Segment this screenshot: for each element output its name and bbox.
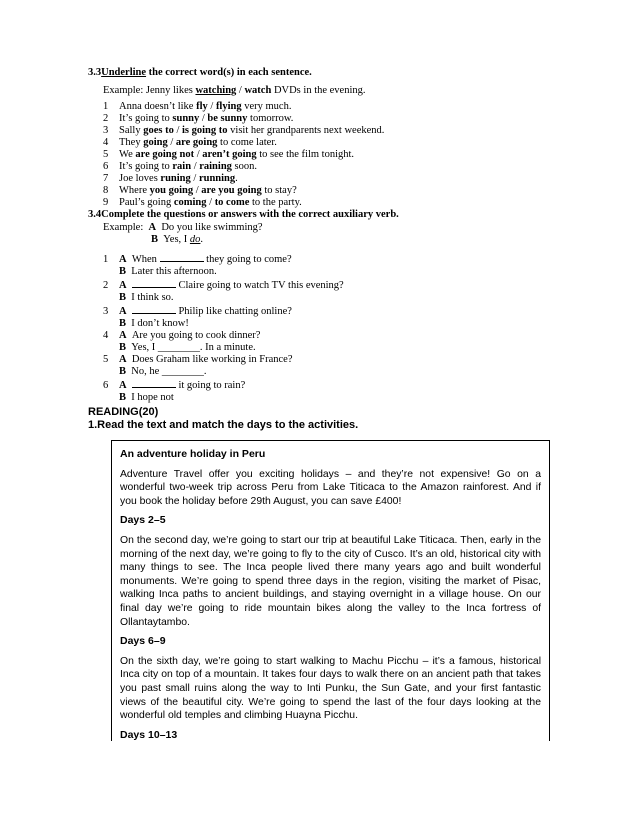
line-b-text: I don’t know! <box>131 318 189 329</box>
item-number: 2 <box>103 280 109 291</box>
title-underlined-word: Underline <box>101 67 147 78</box>
example-separator: / <box>236 85 245 96</box>
option-a[interactable]: rain <box>172 161 192 172</box>
dialogue-line-b <box>103 318 344 330</box>
example-label: Example: <box>103 222 144 233</box>
item-text: Joe loves <box>119 173 161 184</box>
option-b[interactable]: running <box>198 173 236 184</box>
section-3-3-list <box>103 101 384 209</box>
sentence-item <box>103 137 384 149</box>
option-a[interactable]: coming <box>173 197 207 208</box>
option-separator: / <box>167 137 176 148</box>
item-number: 5 <box>103 354 109 365</box>
dialogue-line-a <box>103 378 344 392</box>
item-text: Anna doesn’t like <box>119 101 197 112</box>
speaker-b: B <box>119 266 127 277</box>
item-text: Sally <box>119 125 144 136</box>
answer-blank[interactable] <box>132 304 176 314</box>
item-number: 3 <box>103 125 109 136</box>
days-10-13-heading: Days 10–13 <box>120 728 178 741</box>
line-b-text: Yes, I ________. In a minute. <box>131 342 256 353</box>
item-text: We <box>119 149 136 160</box>
dialogue-line-a <box>103 354 344 366</box>
line-b-text: Later this afternoon. <box>131 266 217 277</box>
dialogue-line-b <box>103 266 344 278</box>
option-separator: / <box>207 101 216 112</box>
option-b[interactable]: are going <box>175 137 218 148</box>
line-b-text: No, he ________. <box>131 366 207 377</box>
option-b[interactable]: aren’t going <box>202 149 257 160</box>
item-number: 2 <box>103 113 109 124</box>
line-a-text-end: they going to come? <box>203 254 292 265</box>
dialogue-line-b <box>103 392 344 404</box>
reading-instruction: 1.Read the text and match the days to the activities. <box>88 419 359 431</box>
section-3-4-title: 3.4Complete the questions or answers with the correct auxiliary verb. <box>88 209 399 220</box>
item-number: 4 <box>103 137 109 148</box>
option-b[interactable]: to come <box>214 197 250 208</box>
line-b-text: I think so. <box>131 292 174 303</box>
option-a[interactable]: you going <box>149 185 194 196</box>
item-number: 1 <box>103 101 109 112</box>
option-b[interactable]: flying <box>215 101 242 112</box>
option-separator: / <box>190 173 199 184</box>
item-number: 1 <box>103 254 109 265</box>
item-number: 9 <box>103 197 109 208</box>
example-b-text: Yes, I <box>163 234 190 245</box>
item-number: 6 <box>103 161 109 172</box>
speaker-b: B <box>119 318 127 329</box>
speaker-a: A <box>148 222 157 233</box>
dialogue-line-b <box>103 342 344 354</box>
item-text-end: . <box>235 173 238 184</box>
example-option-underlined: watching <box>195 85 237 96</box>
sentence-item <box>103 185 384 197</box>
box-title: An adventure holiday in Peru <box>120 448 266 460</box>
item-text-end: visit her grandparents next weekend. <box>227 125 385 136</box>
item-number: 8 <box>103 185 109 196</box>
dialogue-line-a <box>103 330 344 342</box>
section-3-4-example-a <box>103 222 263 233</box>
option-b[interactable]: be sunny <box>207 113 248 124</box>
item-text-end: to stay? <box>261 185 297 196</box>
title-rest: the correct word(s) in each sentence. <box>146 67 312 78</box>
example-a-text: Do you like swimming? <box>161 222 263 233</box>
item-text-end: soon. <box>231 161 258 172</box>
section-3-3-example <box>103 85 366 96</box>
option-separator: / <box>206 197 215 208</box>
option-a[interactable]: are going not <box>135 149 195 160</box>
sentence-item <box>103 173 384 185</box>
speaker-b: B <box>151 234 159 245</box>
option-b[interactable]: raining <box>199 161 232 172</box>
item-text-end: tomorrow. <box>247 113 294 124</box>
example-b-end: . <box>200 234 204 245</box>
days-6-9-paragraph: On the sixth day, we’re going to start walking to Machu Picchu – it’s a famous, historical Inca city on top of a mountain. It takes four days to walk there on an ancient path that takes you past small ruins along the way to Inti Punku, the Sun Gate, and your first fantastic views of the beautiful city. We’re going to spend the last of the four days looking at the wonderful old temples and climbing Huayna Picchu. <box>120 655 541 722</box>
section-3-4-list <box>103 252 344 404</box>
dialogue-line-a <box>103 278 344 292</box>
line-a-text-end: Philip like chatting online? <box>175 306 292 317</box>
item-number: 7 <box>103 173 109 184</box>
item-text: Where <box>119 185 150 196</box>
line-a-text-end: it going to rain? <box>175 380 246 391</box>
sentence-item <box>103 113 384 125</box>
line-a-text: Are you going to cook dinner? <box>131 330 261 341</box>
section-number: 3.3 <box>88 67 102 78</box>
item-text-end: to the party. <box>249 197 302 208</box>
speaker-a: A <box>119 380 127 391</box>
example-option: watch <box>244 85 272 96</box>
line-a-text: Does Graham like working in France? <box>131 354 293 365</box>
answer-blank[interactable] <box>132 278 176 288</box>
option-a[interactable]: fly <box>196 101 208 112</box>
days-2-5-paragraph: On the second day, we’re going to start our trip at beautiful Lake Titicaca. Then, early in the morning of the next day, we’re going to fly to the city of Cusco. It’s an old, historical city with many things to see. The Inca people lived there many years ago and built wonderful monuments. We’re going to spend three days in the region, visiting the market of Pisac, walking Inca paths to ancient buildings, and staying overnight in a village house. On our final day we’re going to ride mountain bikes along the valley to the Inca fortress of Ollantaytambo. <box>120 534 541 628</box>
speaker-b: B <box>119 342 127 353</box>
dialogue-line-a <box>103 304 344 318</box>
section-3-3-title <box>88 67 312 78</box>
example-text: Example: Jenny likes <box>103 85 196 96</box>
sentence-item <box>103 161 384 173</box>
days-6-9-heading: Days 6–9 <box>120 635 166 648</box>
reading-text-box <box>111 440 550 741</box>
intro-paragraph: Adventure Travel offer you exciting holidays – and they’re not expensive! Go on a wonderful two-week trip across Peru from Lake Titicaca to the Amazon rainforest. And if you book the holiday before 29th August, you can save £400! <box>120 468 541 507</box>
reading-heading: READING(20) <box>88 406 159 418</box>
item-text-end: very much. <box>241 101 292 112</box>
sentence-item <box>103 101 384 113</box>
example-b-answer: do <box>189 234 201 245</box>
option-separator: / <box>173 125 183 136</box>
speaker-a: A <box>119 306 127 317</box>
sentence-item <box>103 125 384 137</box>
speaker-a: A <box>119 280 127 291</box>
dialogue-line-b <box>103 292 344 304</box>
speaker-b: B <box>119 292 127 303</box>
item-text: It’s going to <box>119 113 173 124</box>
option-separator: / <box>199 113 208 124</box>
item-number: 6 <box>103 380 109 391</box>
item-number: 4 <box>103 330 109 341</box>
option-a[interactable]: goes to <box>143 125 174 136</box>
speaker-b: B <box>119 392 127 403</box>
line-a-text: When <box>131 254 160 265</box>
section-3-4-example-b <box>151 234 203 245</box>
item-text: Paul’s going <box>119 197 174 208</box>
item-number: 3 <box>103 306 109 317</box>
speaker-a: A <box>119 330 127 341</box>
example-text-end: DVDs in the evening. <box>271 85 366 96</box>
speaker-b: B <box>119 366 127 377</box>
item-number: 5 <box>103 149 109 160</box>
days-2-5-heading: Days 2–5 <box>120 514 166 527</box>
line-b-text: I hope not <box>131 392 174 403</box>
speaker-a: A <box>119 354 127 365</box>
dialogue-line-a <box>103 252 344 266</box>
option-separator: / <box>191 161 200 172</box>
option-b[interactable]: are you going <box>201 185 262 196</box>
dialogue-line-b <box>103 366 344 378</box>
option-a[interactable]: sunny <box>172 113 200 124</box>
item-text-end: to see the film tonight. <box>256 149 355 160</box>
option-a[interactable]: runing <box>160 173 191 184</box>
option-separator: / <box>193 185 202 196</box>
line-a-text-end: Claire going to watch TV this evening? <box>175 280 344 291</box>
option-b[interactable]: is going to <box>182 125 228 136</box>
option-separator: / <box>194 149 203 160</box>
item-text: It’s going to <box>119 161 173 172</box>
answer-blank[interactable] <box>132 378 176 388</box>
item-text: They <box>119 137 144 148</box>
sentence-item <box>103 197 384 209</box>
answer-blank[interactable] <box>160 252 204 262</box>
item-text-end: to come later. <box>217 137 277 148</box>
sentence-item <box>103 149 384 161</box>
speaker-a: A <box>119 254 127 265</box>
option-a[interactable]: going <box>143 137 168 148</box>
